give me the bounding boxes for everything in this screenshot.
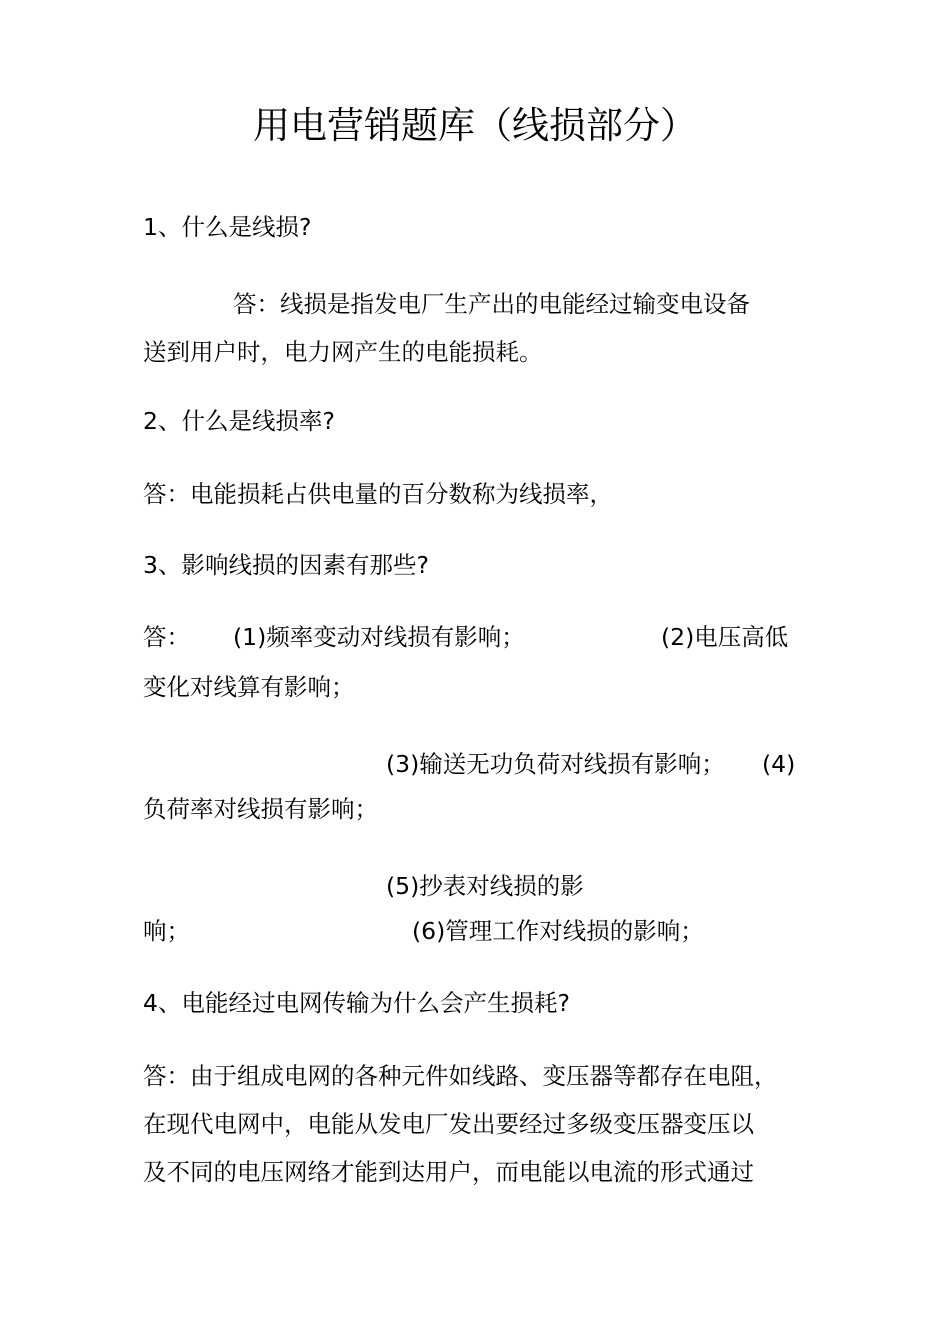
answer-3-item-4-end: 负荷率对线损有影响； (143, 795, 378, 823)
question-1: 1、什么是线损? (143, 213, 312, 241)
answer-3-item-5-end: 响； (143, 917, 190, 945)
answer-3-item-1: (1)频率变动对线损有影响； (233, 623, 525, 651)
answer-4-line-3: 及不同的电压网络才能到达用户，而电能以电流的形式通过 (143, 1158, 754, 1186)
answer-3-item-6: (6)管理工作对线损的影响； (412, 917, 704, 945)
question-4: 4、电能经过电网传输为什么会产生损耗? (143, 989, 570, 1017)
answer-1-line-1: 答：线损是指发电厂生产出的电能经过输变电设备 (233, 290, 750, 318)
document-title: 用电营销题库（线损部分） (253, 104, 697, 147)
question-2: 2、什么是线损率? (143, 407, 335, 435)
answer-4-line-1: 答：由于组成电网的各种元件如线路、变压器等都存在电阻， (143, 1062, 778, 1090)
answer-3-item-3: (3)输送无功负荷对线损有影响； (386, 750, 725, 778)
answer-3-item-2-start: (2)电压高低 (661, 623, 789, 651)
answer-1-line-2: 送到用户时，电力网产生的电能损耗。 (143, 338, 543, 366)
answer-4-line-2: 在现代电网中，电能从发电厂发出要经过多级变压器变压以 (143, 1110, 754, 1138)
answer-2: 答：电能损耗占供电量的百分数称为线损率， (143, 480, 613, 508)
answer-3-prefix: 答： (143, 623, 190, 651)
answer-3-item-2-end: 变化对线算有影响； (143, 673, 355, 701)
answer-3-item-5-start: (5)抄表对线损的影 (386, 872, 584, 900)
answer-3-item-4-start: (4) (762, 750, 796, 778)
question-3: 3、影响线损的因素有那些? (143, 551, 429, 579)
